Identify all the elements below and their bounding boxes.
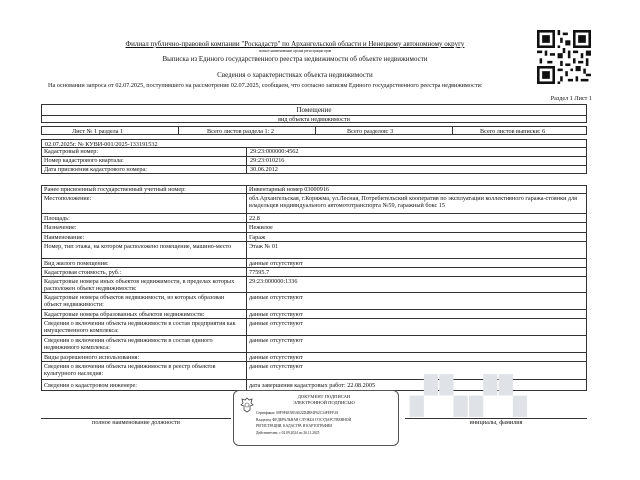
stamp-validity: Действителен: с 02.09.2024 по 26.11.2025: [256, 431, 320, 435]
table-row: [41, 185, 587, 194]
row-value: Этаж № 01: [249, 243, 279, 250]
stamp-certificate: Сертификат: 00F9F4E5B3A022D4BF4F62C34FEFF4A: [256, 411, 339, 415]
position-caption: полное наименование должности: [92, 419, 180, 426]
assignment-date-label: Дата присвоения кадастрового номера:: [44, 166, 147, 173]
cadastral-quarter-label: Номер кадастрового квартала:: [44, 157, 124, 164]
row-value: данные отсутствуют: [249, 311, 303, 318]
cadastral-number-label: Кадастровый номер:: [44, 148, 99, 155]
row-value: Инвентарный номер 03000916: [249, 186, 330, 193]
cadastral-number-value: 29:23:000000:4562: [250, 148, 299, 155]
stamp-title: ДОКУМЕНТ ПОДПИСАН: [297, 394, 351, 399]
object-type: Помещение: [296, 106, 332, 114]
row-value: данные отсутствуют: [249, 294, 303, 301]
sheets-total: Всего листов выписки: 6: [480, 127, 546, 135]
section-title: Сведения о характеристиках объекта недвижимости: [217, 71, 373, 79]
sections-total: Всего разделов: 3: [347, 127, 394, 135]
qr-code-icon: [537, 30, 591, 84]
row-label: Сведения о кадастровом инженере:: [44, 381, 137, 389]
table-row: [41, 214, 587, 223]
row-label: Кадастровые номера иных объектов недвижимости, в пределах которых расположен объект недвижимости:: [44, 278, 235, 293]
row-label: Кадастровые номера образованных объектов недвижимости:: [44, 311, 205, 318]
row-label: Сведения о включении объекта недвижимости в состав единого недвижимого комплекса:: [44, 337, 213, 352]
assignment-date-value: 30.06.2012: [250, 166, 278, 173]
row-label: Сведения о включении объекта недвижимости в реестр объектов культурного наследия:: [44, 363, 216, 378]
row-label: Виды разрешенного использования:: [44, 354, 140, 361]
sheets-in-section: Всего листов раздела 1: 2: [207, 127, 274, 135]
row-label: Местоположение:: [44, 195, 92, 202]
table-row: [41, 319, 587, 336]
coat-of-arms-icon: [240, 397, 254, 413]
object-type-box: [41, 104, 587, 123]
row-value: данные отсутствуют: [249, 354, 303, 361]
table-row: [41, 223, 587, 233]
stamp-owner-cont: РЕГИСТРАЦИИ, КАДАСТРА И КАРТОГРАФИИ: [256, 424, 332, 428]
table-row: [41, 233, 587, 242]
table-row: [41, 259, 587, 268]
registrar-org: Филиал публично-правовой компании "Роскадастр" по Архангельской области и Ненецкому автономному округу: [125, 40, 465, 48]
request-basis: На основании запроса от 02.07.2025, поступившего на рассмотрение 02.07.2025, сообщаем, что согласно записям Единого государственного реестра недвижимости:: [48, 82, 483, 89]
table-row: [41, 277, 587, 293]
sheet-info-row: [41, 126, 587, 135]
row-value: 77595.7: [249, 269, 270, 276]
document-title: Выписка из Единого государственного реестра недвижимости об объекте недвижимости: [162, 55, 428, 63]
row-label: Номер, тип этажа, на котором расположено помещение, машино-место: [44, 243, 232, 250]
name-caption: инициалы, фамилия: [469, 419, 523, 426]
sheet-number: Лист № 1 раздела 1: [72, 127, 124, 135]
row-label: Кадастровые номера объектов недвижимости, из которых образован объект недвижимости:: [44, 294, 225, 309]
row-value: данные отсутствуют: [249, 337, 303, 344]
row-label: Ранее присвоенный государственный учетный номер:: [44, 186, 186, 193]
table-row: [41, 293, 587, 310]
row-value: обл.Архангельская, г.Коряжма, ул.Лесная, Потребительский кооператив по эксплуатации коллективного гаража-стоянки для владельцев индивидуального автомототранспорта №59, гаражный бокс 15: [249, 195, 578, 210]
row-value: дата завершения кадастровых работ: 22.08.2005: [249, 381, 376, 389]
row-value: данные отсутствуют: [249, 363, 303, 370]
row-value: Гараж: [249, 234, 266, 241]
cadastral-quarter-value: 29:23:010216: [250, 157, 285, 164]
row-value: данные отсутствуют: [249, 260, 303, 267]
table-row: [41, 268, 587, 277]
electronic-signature-stamp: [233, 390, 399, 446]
section-index: Раздел 1 Лист 1: [550, 95, 592, 102]
row-value: данные отсутствуют: [249, 320, 303, 327]
row-value: Нежилое: [249, 224, 273, 231]
row-label: Площадь:: [44, 215, 70, 222]
row-label: Наименование:: [44, 234, 85, 241]
row-value: 29:23:000000:1336: [249, 278, 298, 285]
request-reference: 02.07.2025г. № КУВИ-001/2025-133191532: [45, 140, 158, 148]
stamp-subtitle: ЭЛЕКТРОННОЙ ПОДПИСЬЮ: [293, 400, 355, 405]
row-value: 22.8: [249, 215, 260, 222]
table-row: [41, 242, 587, 259]
registrar-caption: полное наименование органа регистрации прав: [258, 49, 332, 53]
stamp-owner: Владелец: ФЕДЕРАЛЬНАЯ СЛУЖБА ГОСУДАРСТВЕННОЙ: [256, 418, 352, 422]
table-row: [41, 310, 587, 319]
table-row: [41, 336, 587, 353]
row-label: Вид жилого помещения:: [44, 260, 109, 267]
table-row: [41, 194, 587, 214]
table-row: [41, 353, 587, 362]
scan-watermark: ▞▚▞▚: [410, 375, 529, 416]
row-label: Сведения о включении объекта недвижимости в состав предприятия как имущественного комплекса:: [44, 320, 236, 335]
object-type-caption: вид объекта недвижимости: [42, 115, 586, 123]
row-label: Назначение:: [44, 224, 77, 231]
row-label: Кадастровая стоимость, руб.:: [44, 269, 122, 276]
